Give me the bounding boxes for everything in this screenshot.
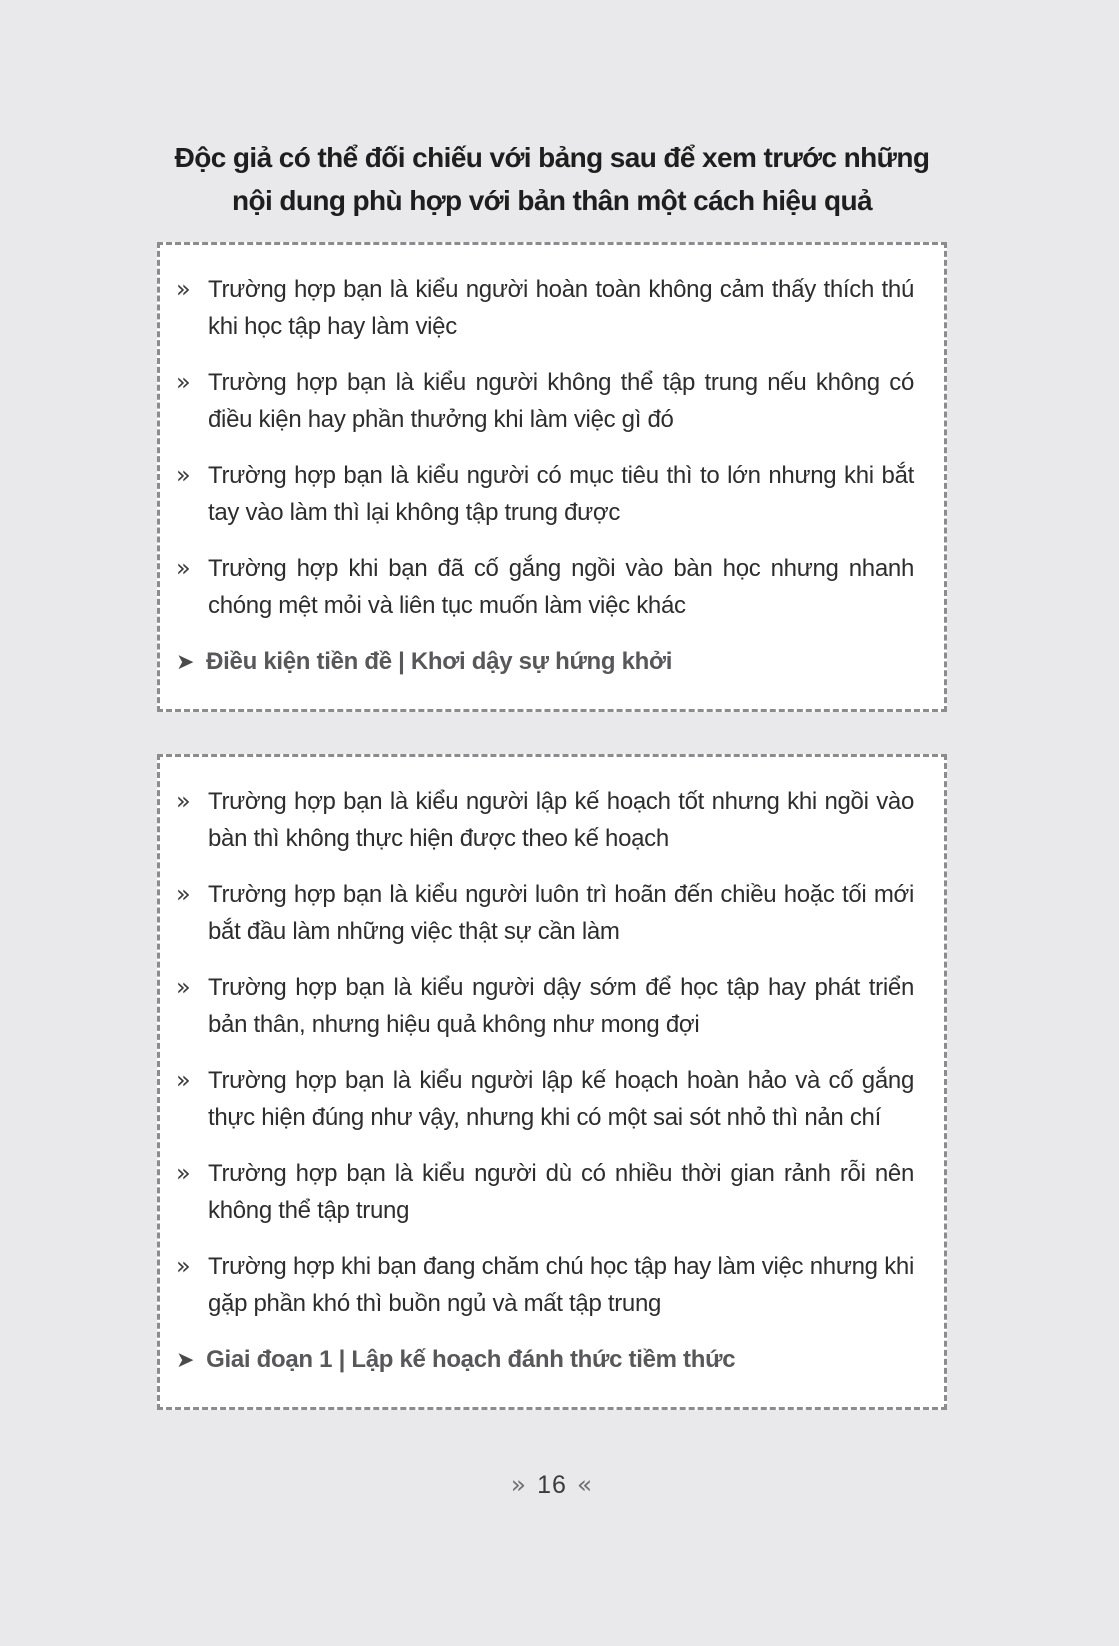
list-item-text: Trường hợp bạn là kiểu người dù có nhiều thời gian rảnh rỗi nên không thể tập trung	[208, 1160, 914, 1224]
case-box-2	[157, 754, 947, 1410]
guillemet-bullet-icon: »	[176, 787, 191, 815]
section-label	[176, 1341, 914, 1379]
case-list-1	[176, 271, 914, 624]
guillemet-bullet-icon: »	[176, 461, 191, 489]
guillemet-bullet-icon: »	[176, 1252, 191, 1280]
left-guillemet-icon: «	[576, 1470, 594, 1499]
guillemet-bullet-icon: »	[176, 1066, 191, 1094]
list-item-text: Trường hợp bạn là kiểu người lập kế hoạch hoàn hảo và cố gắng thực hiện đúng như vậy, nhưng khi có một sai sót nhỏ thì nản chí	[208, 1067, 914, 1131]
list-item	[176, 1062, 914, 1136]
content-column	[157, 0, 947, 1500]
list-item	[176, 1248, 914, 1322]
guillemet-bullet-icon: »	[176, 275, 191, 303]
list-item	[176, 1155, 914, 1229]
list-item-text: Trường hợp khi bạn đã cố gắng ngồi vào bàn học nhưng nhanh chóng mệt mỏi và liên tục muốn làm việc khác	[208, 555, 914, 619]
arrow-icon: ➤	[176, 650, 195, 675]
list-item	[176, 457, 914, 531]
section-label-text: Giai đoạn 1 | Lập kế hoạch đánh thức tiềm thức	[206, 1346, 736, 1373]
list-item	[176, 550, 914, 624]
arrow-icon: ➤	[176, 1348, 195, 1373]
page-number	[157, 1470, 947, 1500]
list-item	[176, 364, 914, 438]
list-item-text: Trường hợp khi bạn đang chăm chú học tập hay làm việc nhưng khi gặp phần khó thì buồn ngủ và mất tập trung	[208, 1253, 914, 1317]
list-item	[176, 969, 914, 1043]
case-list-2	[176, 783, 914, 1322]
right-guillemet-icon: »	[510, 1470, 528, 1499]
section-label	[176, 643, 914, 681]
case-box-1	[157, 242, 947, 712]
guillemet-bullet-icon: »	[176, 880, 191, 908]
list-item-text: Trường hợp bạn là kiểu người lập kế hoạch tốt nhưng khi ngồi vào bàn thì không thực hiện được theo kế hoạch	[208, 788, 914, 852]
page-number-value: 16	[537, 1471, 567, 1499]
list-item-text: Trường hợp bạn là kiểu người dậy sớm để học tập hay phát triển bản thân, nhưng hiệu quả không như mong đợi	[208, 974, 914, 1038]
page-title: Độc giả có thể đối chiếu với bảng sau để xem trước những nội dung phù hợp với bản thân một cách hiệu quả	[174, 142, 930, 216]
list-item-text: Trường hợp bạn là kiểu người không thể tập trung nếu không có điều kiện hay phần thưởng khi làm việc gì đó	[208, 369, 914, 433]
list-item-text: Trường hợp bạn là kiểu người luôn trì hoãn đến chiều hoặc tối mới bắt đầu làm những việc thật sự cần làm	[208, 881, 914, 945]
list-item-text: Trường hợp bạn là kiểu người hoàn toàn không cảm thấy thích thú khi học tập hay làm việc	[208, 276, 914, 340]
guillemet-bullet-icon: »	[176, 368, 191, 396]
guillemet-bullet-icon: »	[176, 973, 191, 1001]
guillemet-bullet-icon: »	[176, 554, 191, 582]
list-item	[176, 876, 914, 950]
list-item	[176, 271, 914, 345]
list-item-text: Trường hợp bạn là kiểu người có mục tiêu thì to lớn nhưng khi bắt tay vào làm thì lại không tập trung được	[208, 462, 914, 526]
list-item	[176, 783, 914, 857]
section-label-text: Điều kiện tiền đề | Khơi dậy sự hứng khởi	[206, 648, 673, 675]
guillemet-bullet-icon: »	[176, 1159, 191, 1187]
